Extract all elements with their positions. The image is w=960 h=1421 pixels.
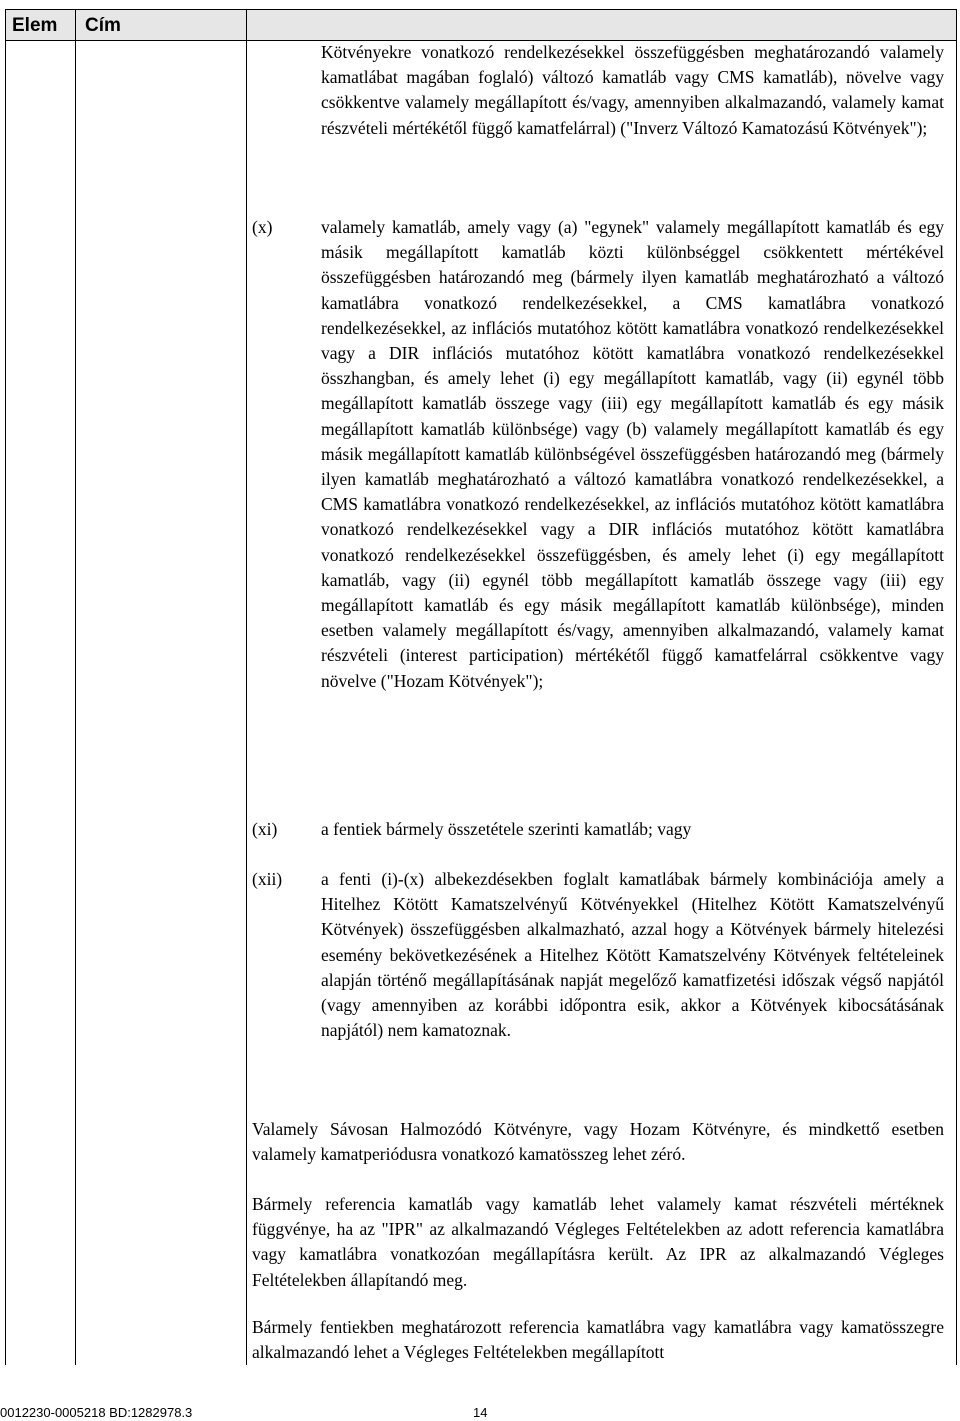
item-text: valamely kamatláb, amely vagy (a) "egynek" valamely megállapított kamatláb és egy másik megállapított kamatláb közti különbséggel csökkentett mértékével összefüggésben határozandó meg (bármely ilyen kamatláb meghatározható a változó kamatlábra vonatkozó rendelkezésekkel, a CMS kamatlábra vonatkozó rendelkezésekkel, az inflációs mutatóhoz kötött kamatlábra vonatkozó rendelkezésekkel vagy a DIR inflációs mutatóhoz kötött kamatlábra vonatkozó rendelkezésekkel összhangban, és amely lehet (i) egy megállapított kamatláb, vagy (ii) egynél több megállapított kamatláb összege vagy (iii) egy megállapított kamatláb és egy másik megállapított kamatláb különbsége) vagy (b) valamely megállapított kamatláb és egy másik megállapított kamatláb különbségével összefüggésben határozandó meg (bármely ilyen kamatláb meghatározható a változó kamatlábra vonatkozó rendelkezésekkel, a CMS kamatlábra vonatkozó rendelkezésekkel, az inflációs mutatóhoz kötött kamatlábra vonatkozó rendelkezésekkel vagy a DIR inflációs mutatóhoz kötött kamatlábra vonatkozó rendelkezésekkel összefüggésben, és amely lehet (i) egy megállapított kamatláb, vagy (ii) egynél több megállapított kamatláb összege vagy (iii) egy megállapított kamatláb és egy másik megállapított kamatláb különbsége), minden esetben valamely megállapított és/vagy, amennyiben alkalmazandó, valamely kamat részvételi (interest participation) mértékétől függő kamatfelárral csökkentve vagy növelve ("Hozam Kötvények");: [321, 217, 944, 691]
page-number: 14: [473, 1405, 488, 1420]
header-elem: Elem: [12, 15, 58, 36]
paragraph: Bármely fentiekben meghatározott referencia kamatlábra vagy kamatlábra vagy kamatösszegre alkalmazandó lehet a Végleges Feltételekben megállapított: [252, 1317, 944, 1363]
paragraph: Valamely Sávosan Halmozódó Kötvényre, vagy Hozam Kötvényre, és mindkettő esetben valamely kamatperiódusra vonatkozó kamatösszeg lehet zéró.: [252, 1119, 944, 1165]
paragraph: Bármely referencia kamatláb vagy kamatláb lehet valamely kamat részvételi mértéknek függvénye, ha az "IPR" az alkalmazandó Végleges Feltételekben az adott referencia kamatlábra vagy kamatlábra vonatkozóan megállapításra került. Az IPR az alkalmazandó Végleges Feltételekben állapítandó meg.: [252, 1194, 944, 1290]
item-number: (x): [252, 217, 273, 237]
column-divider: [75, 9, 76, 1365]
table-header: [6, 9, 956, 41]
column-divider: [246, 9, 247, 1365]
intro-paragraph: Kötvényekre vonatkozó rendelkezésekkel összefüggésben meghatározandó valamely kamatlábat magában foglaló) változó kamatláb vagy CMS kamatláb), növelve vagy csökkentve valamely megállapított és/vagy, amennyiben alkalmazandó, valamely kamat részvételi mértékétől függő kamatfelárral) ("Inverz Változó Kamatozású Kötvények");: [321, 42, 944, 138]
item-text: a fenti (i)-(x) albekezdésekben foglalt kamatlábak bármely kombinációja amely a Hitelhez Kötött Kamatszelvényű Kötvényekkel (Hitelhez Kötött Kamatszelvényű Kötvények) összefüggésben alkalmazható, azzal hogy a Kötvények bármely hitelezési esemény bekövetkezésének a Hitelhez Kötött Kamatszelvény Kötvények feltételeinek alapján történő megállapításának napját megelőző kamatfizetési időszak végső napjától (vagy amennyiben az korábbi időpontra esik, akkor a Kötvények kibocsátásának napjától) nem kamatoznak.: [321, 869, 944, 1041]
item-number: (xii): [252, 869, 283, 889]
footer-doc-id: 0012230-0005218 BD:1282978.3: [0, 1405, 193, 1420]
header-cim: Cím: [85, 15, 121, 36]
item-text: a fentiek bármely összetétele szerinti kamatláb; vagy: [321, 819, 692, 839]
item-number: (xi): [252, 819, 278, 839]
